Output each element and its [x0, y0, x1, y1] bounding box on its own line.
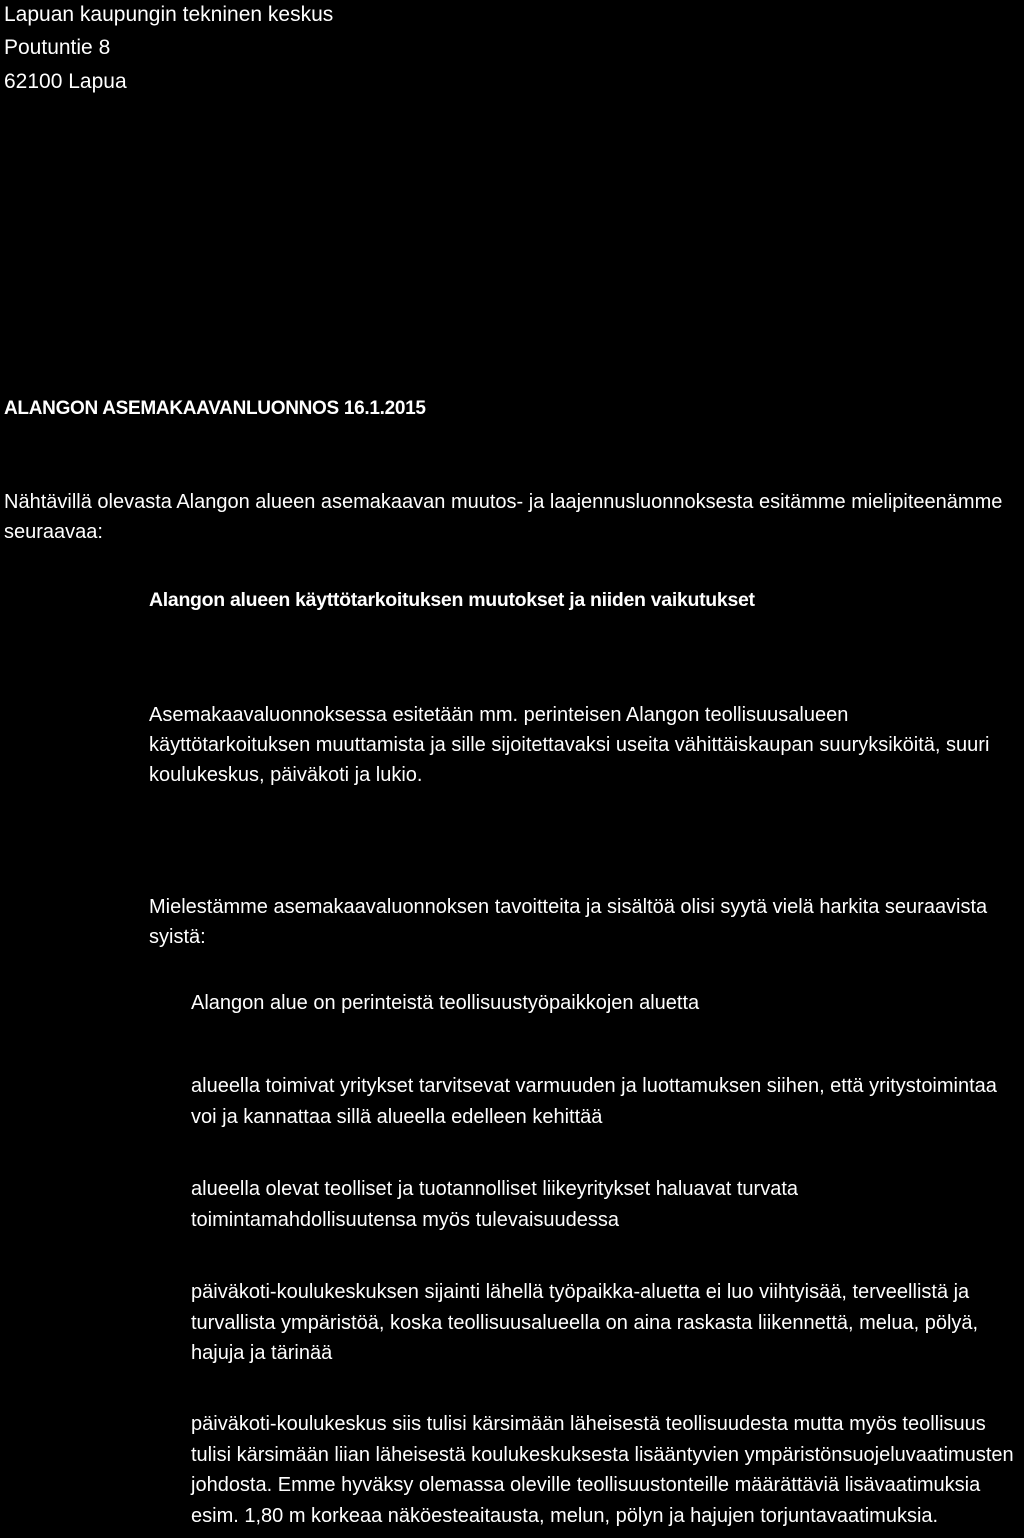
- paragraph-reasons-intro: Mielestämme asemakaavaluonnoksen tavoitteita ja sisältöä olisi syytä vielä harkita seuraavista syistä:: [149, 896, 988, 948]
- document-title: ALANGON ASEMAKAAVANLUONNOS 16.1.2015: [4, 398, 426, 419]
- sender-organization: Lapuan kaupungin tekninen keskus: [4, 3, 334, 26]
- reason-item-5: päiväkoti-koulukeskus siis tulisi kärsimään läheisestä teollisuudesta mutta myös teollisuus tulisi kärsimään liian läheisestä koulukeskuksesta lisääntyvien ympäristönsuojeluvaatimusten johdosta. Emme hyväksy olemassa oleville teollisuustonteille määrättäviä lisävaatimuksia esim. 1,80 m korkeaa näköesteaitausta, melun, pölyn ja hajujen torjuntavaatimuksia.: [191, 1413, 1014, 1527]
- reason-item-2: alueella toimivat yritykset tarvitsevat varmuuden ja luottamuksen siihen, että yritystoimintaa voi ja kannattaa sillä alueella edelleen kehittää: [191, 1075, 997, 1128]
- reason-item-1: Alangon alue on perinteistä teollisuustyöpaikkojen aluetta: [191, 992, 700, 1014]
- reason-item-3: alueella olevat teolliset ja tuotannolliset liikeyritykset haluavat turvata toimintamahdollisuutensa myös tulevaisuudessa: [191, 1178, 799, 1231]
- reason-item-4: päiväkoti-koulukeskuksen sijainti lähellä työpaikka-aluetta ei luo viihtyisää, terveellistä ja turvallista ympäristöä, koska teollisuusalueella on aina raskasta liikennettä, melua, pölyä, hajuja ja tärinää: [191, 1281, 979, 1364]
- paragraph-proposal-summary: Asemakaavaluonnoksessa esitetään mm. perinteisen Alangon teollisuusalueen käyttötarkoituksen muuttamista ja sille sijoitettavaksi useita vähittäiskaupan suuryksiköitä, suuri koulukeskus, päiväkoti ja lukio.: [149, 704, 990, 786]
- section-heading: Alangon alueen käyttötarkoituksen muutokset ja niiden vaikutukset: [149, 589, 755, 611]
- sender-street-address: Poutuntie 8: [4, 36, 111, 59]
- sender-postal-address: 62100 Lapua: [4, 70, 127, 93]
- intro-paragraph: Nähtävillä olevasta Alangon alueen asemakaavan muutos- ja laajennusluonnoksesta esitämme mielipiteenämme seuraavaa:: [4, 491, 1003, 543]
